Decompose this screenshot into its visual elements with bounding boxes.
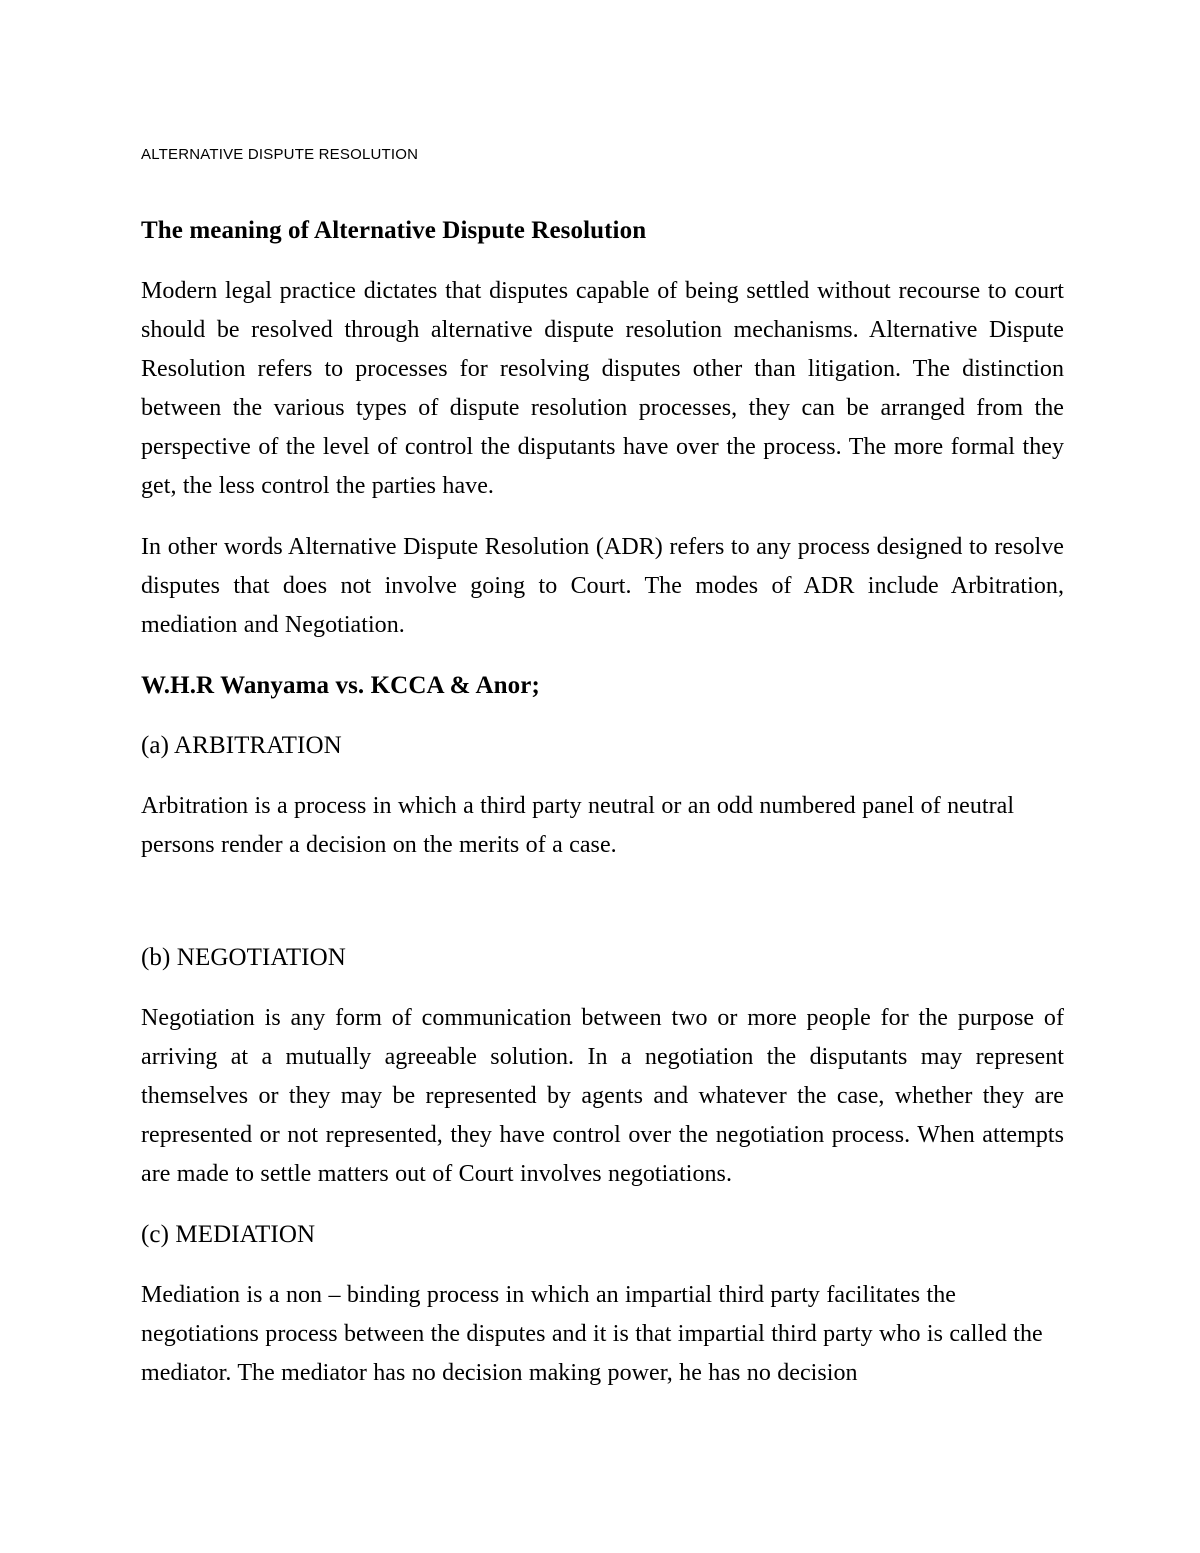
heading-arbitration: (a) ARBITRATION [141, 732, 342, 759]
page-content [141, 0, 1064, 1393]
paragraph-arbitration: Arbitration is a process in which a third party neutral or an odd numbered panel of neutral persons render a decision on the merits of a case. [141, 793, 1015, 858]
spacer-after-heading-a [141, 765, 1064, 787]
paragraph-mediation: Mediation is a non – binding process in which an impartial third party facilitates the negotiations process between the disputes and it is that impartial third party who is called the mediator. The mediator has no decision making power, he has no decision [141, 1282, 1043, 1386]
spacer-after-heading-b [141, 977, 1064, 999]
heading-mediation: (c) MEDIATION [141, 1221, 316, 1248]
case-citation-heading: W.H.R Wanyama vs. KCCA & Anor; [141, 672, 540, 699]
paragraph-adr-definition: In other words Alternative Dispute Resolution (ADR) refers to any process designed to resolve disputes that does not involve going to Court. The modes of ADR include Arbitration, mediation and Negotiation. [141, 534, 1064, 638]
spacer-after-para-negotiation [141, 1194, 1064, 1216]
paragraph-negotiation: Negotiation is any form of communication between two or more people for the purpose of arriving at a mutually agreeable solution. In a negotiation the disputants may represent themselves or they may be represented by agents and whatever the case, whether they are represented or not represented, they have control over the negotiation process. When attempts are made to settle matters out of Court involves negotiations. [141, 1005, 1064, 1187]
spacer-after-case-citation [141, 705, 1064, 727]
spacer-after-para-1 [141, 506, 1064, 528]
spacer-after-title [141, 250, 1064, 272]
heading-negotiation: (b) NEGOTIATION [141, 944, 346, 971]
page-title: The meaning of Alternative Dispute Resolution [141, 217, 647, 244]
running-header: ALTERNATIVE DISPUTE RESOLUTION [141, 146, 419, 163]
spacer-after-para-2 [141, 645, 1064, 667]
spacer-before-heading-b [141, 865, 1064, 939]
spacer-after-heading-c [141, 1254, 1064, 1276]
paragraph-meaning-of-adr: Modern legal practice dictates that disputes capable of being settled without recourse to court should be resolved through alternative dispute resolution mechanisms. Alternative Dispute Resolution refers to processes for resolving disputes other than litigation. The distinction between the various types of dispute resolution processes, they can be arranged from the perspective of the level of control the disputants have over the process. The more formal they get, the less control the parties have. [141, 278, 1064, 499]
spacer-after-running-header [141, 165, 1064, 212]
